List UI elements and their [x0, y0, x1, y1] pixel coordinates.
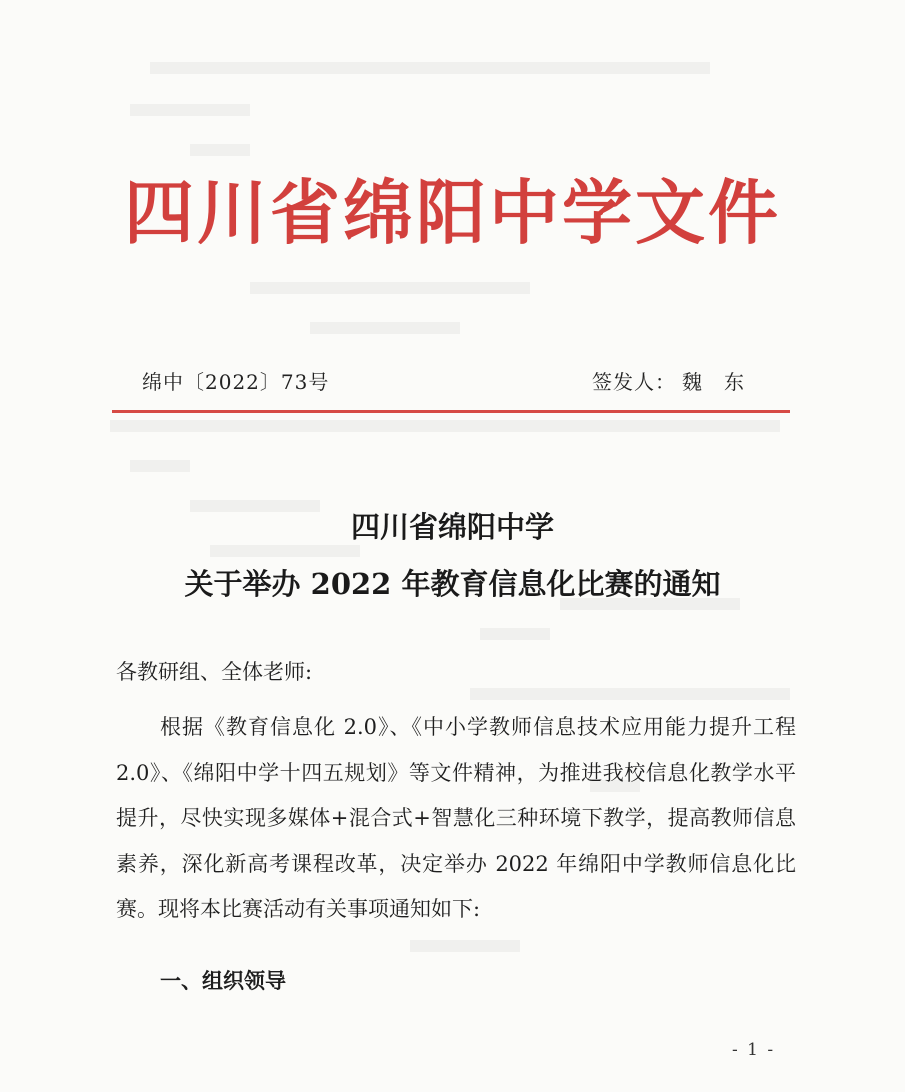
issuer-line [592, 366, 766, 395]
issuer-label: 签发人： [592, 370, 676, 394]
body-paragraph: 根据《教育信息化 2.0》、《中小学教师信息技术应用能力提升工程 2.0》、《绵阳中学十四五规划》等文件精神，为推进我校信息化教学水平提升，尽快实现多媒体+混合式+智慧化三种环境下教学，提高教师信息素养，深化新高考课程改革，决定举办 2022 年绵阳中学教师信息化比赛。现将本比赛活动有关事项通知如下: [116, 715, 796, 921]
page-number: - 1 - [732, 1040, 776, 1060]
notice-title-line-1: 四川省绵阳中学 [350, 510, 554, 544]
salutation: 各教研组、全体老师: [116, 660, 313, 684]
document-number: 绵中〔2022〕73号 [142, 370, 330, 394]
red-divider-line [112, 410, 790, 413]
document-header-title: 四川省绵阳中学文件 [124, 172, 781, 254]
notice-title-line-2: 关于举办 2022 年教育信息化比赛的通知 [184, 567, 721, 601]
issuer-name: 魏东 [682, 370, 766, 394]
section-heading: 一、组织领导 [160, 969, 286, 993]
